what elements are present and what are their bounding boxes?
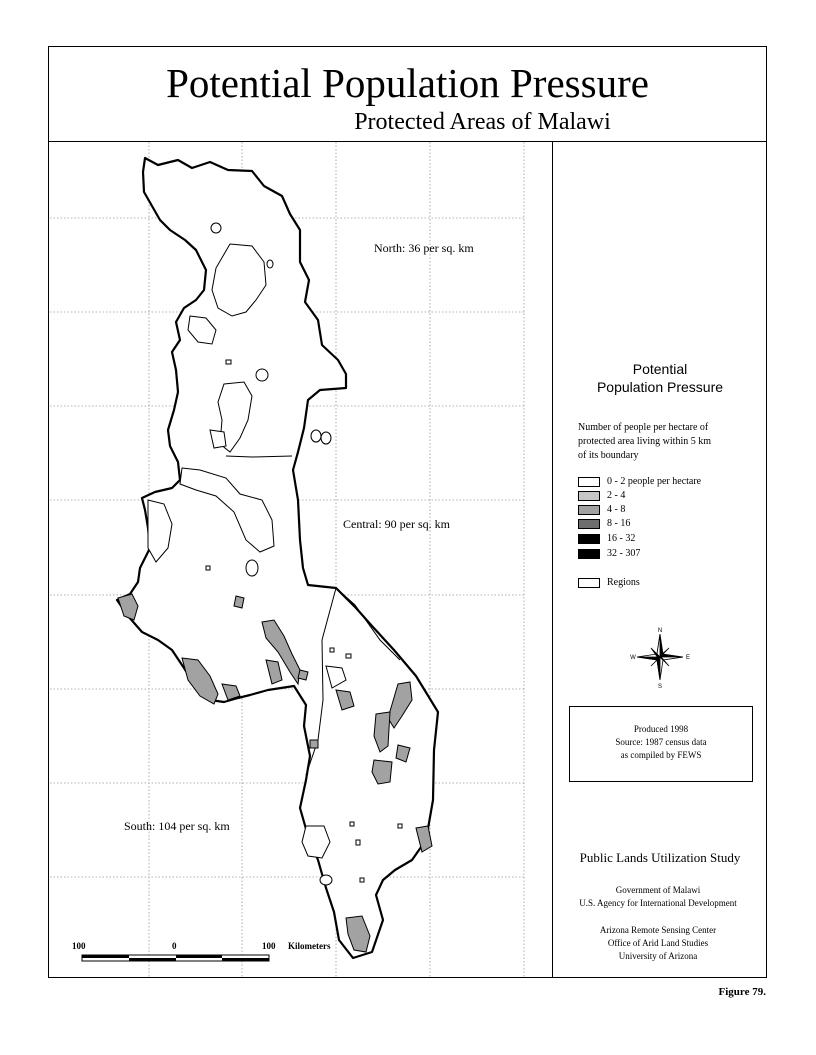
- compass-s: S: [657, 684, 663, 690]
- malawi-map: [48, 142, 552, 978]
- compass-e: E: [685, 655, 691, 661]
- scale-label-right: 100: [262, 941, 276, 951]
- panel-divider: [552, 142, 553, 978]
- figure-label: Figure 79.: [718, 986, 766, 998]
- credit-gov1: Government of Malawi: [615, 885, 701, 895]
- compass-n: N: [657, 628, 663, 634]
- legend-label: 32 - 307: [607, 548, 641, 559]
- region-label-south: South: 104 per sq. km: [124, 819, 230, 833]
- legend-label: 0 - 2 people per hectare: [607, 476, 702, 487]
- legend-regions-swatch: [578, 578, 600, 588]
- region-label-central: Central: 90 per sq. km: [343, 517, 450, 531]
- malawi-outline: [117, 158, 438, 958]
- legend-regions-item: [578, 577, 640, 589]
- legend-item: [578, 476, 701, 488]
- map-subtitle: Protected Areas of Malawi: [354, 109, 611, 135]
- legend-item: [578, 533, 635, 545]
- legend-description: [578, 421, 758, 463]
- legend-item: [578, 490, 625, 502]
- legend-title-line1: Potential: [632, 361, 688, 377]
- legend-label: 4 - 8: [607, 504, 626, 515]
- legend-swatch: [578, 534, 600, 544]
- legend-swatch: [578, 491, 600, 501]
- scale-unit: Kilometers: [288, 941, 331, 951]
- info-source: Source: 1987 census data: [615, 737, 707, 747]
- legend-regions-label: Regions: [607, 577, 640, 588]
- legend-label: 16 - 32: [607, 533, 636, 544]
- study-title: Public Lands Utilization Study: [579, 850, 741, 865]
- compass-rose-icon: [627, 624, 693, 690]
- scale-label-mid: 0: [172, 941, 177, 951]
- title-band: [48, 46, 767, 142]
- region-label-north: North: 36 per sq. km: [374, 241, 474, 255]
- credit-arsc3: University of Arizona: [618, 951, 698, 961]
- credit-arsc2: Office of Arid Land Studies: [607, 938, 709, 948]
- info-compiled: as compiled by FEWS: [620, 750, 702, 760]
- legend-item: [578, 548, 640, 560]
- legend-swatch: [578, 477, 600, 487]
- legend-item: [578, 518, 630, 530]
- compass-w: W: [630, 655, 636, 661]
- scale-bar: [82, 955, 269, 961]
- legend-label: 8 - 16: [607, 518, 631, 529]
- legend-title-line2: Population Pressure: [596, 379, 724, 395]
- legend-desc-line3: of its boundary: [578, 450, 639, 461]
- legend-desc-line2: protected area living within 5 km: [578, 436, 712, 447]
- credit-arsc1: Arizona Remote Sensing Center: [599, 925, 717, 935]
- legend-item: [578, 504, 625, 516]
- info-box: [569, 706, 753, 782]
- scale-label-left: 100: [72, 941, 86, 951]
- legend-swatch: [578, 519, 600, 529]
- legend-desc-line1: Number of people per hectare of: [578, 422, 709, 433]
- legend-swatch: [578, 549, 600, 559]
- credit-gov2: U.S. Agency for International Development: [579, 898, 737, 908]
- map-title: Potential Population Pressure: [166, 60, 649, 106]
- legend-label: 2 - 4: [607, 490, 626, 501]
- legend-swatch: [578, 505, 600, 515]
- info-produced: Produced 1998: [633, 724, 689, 734]
